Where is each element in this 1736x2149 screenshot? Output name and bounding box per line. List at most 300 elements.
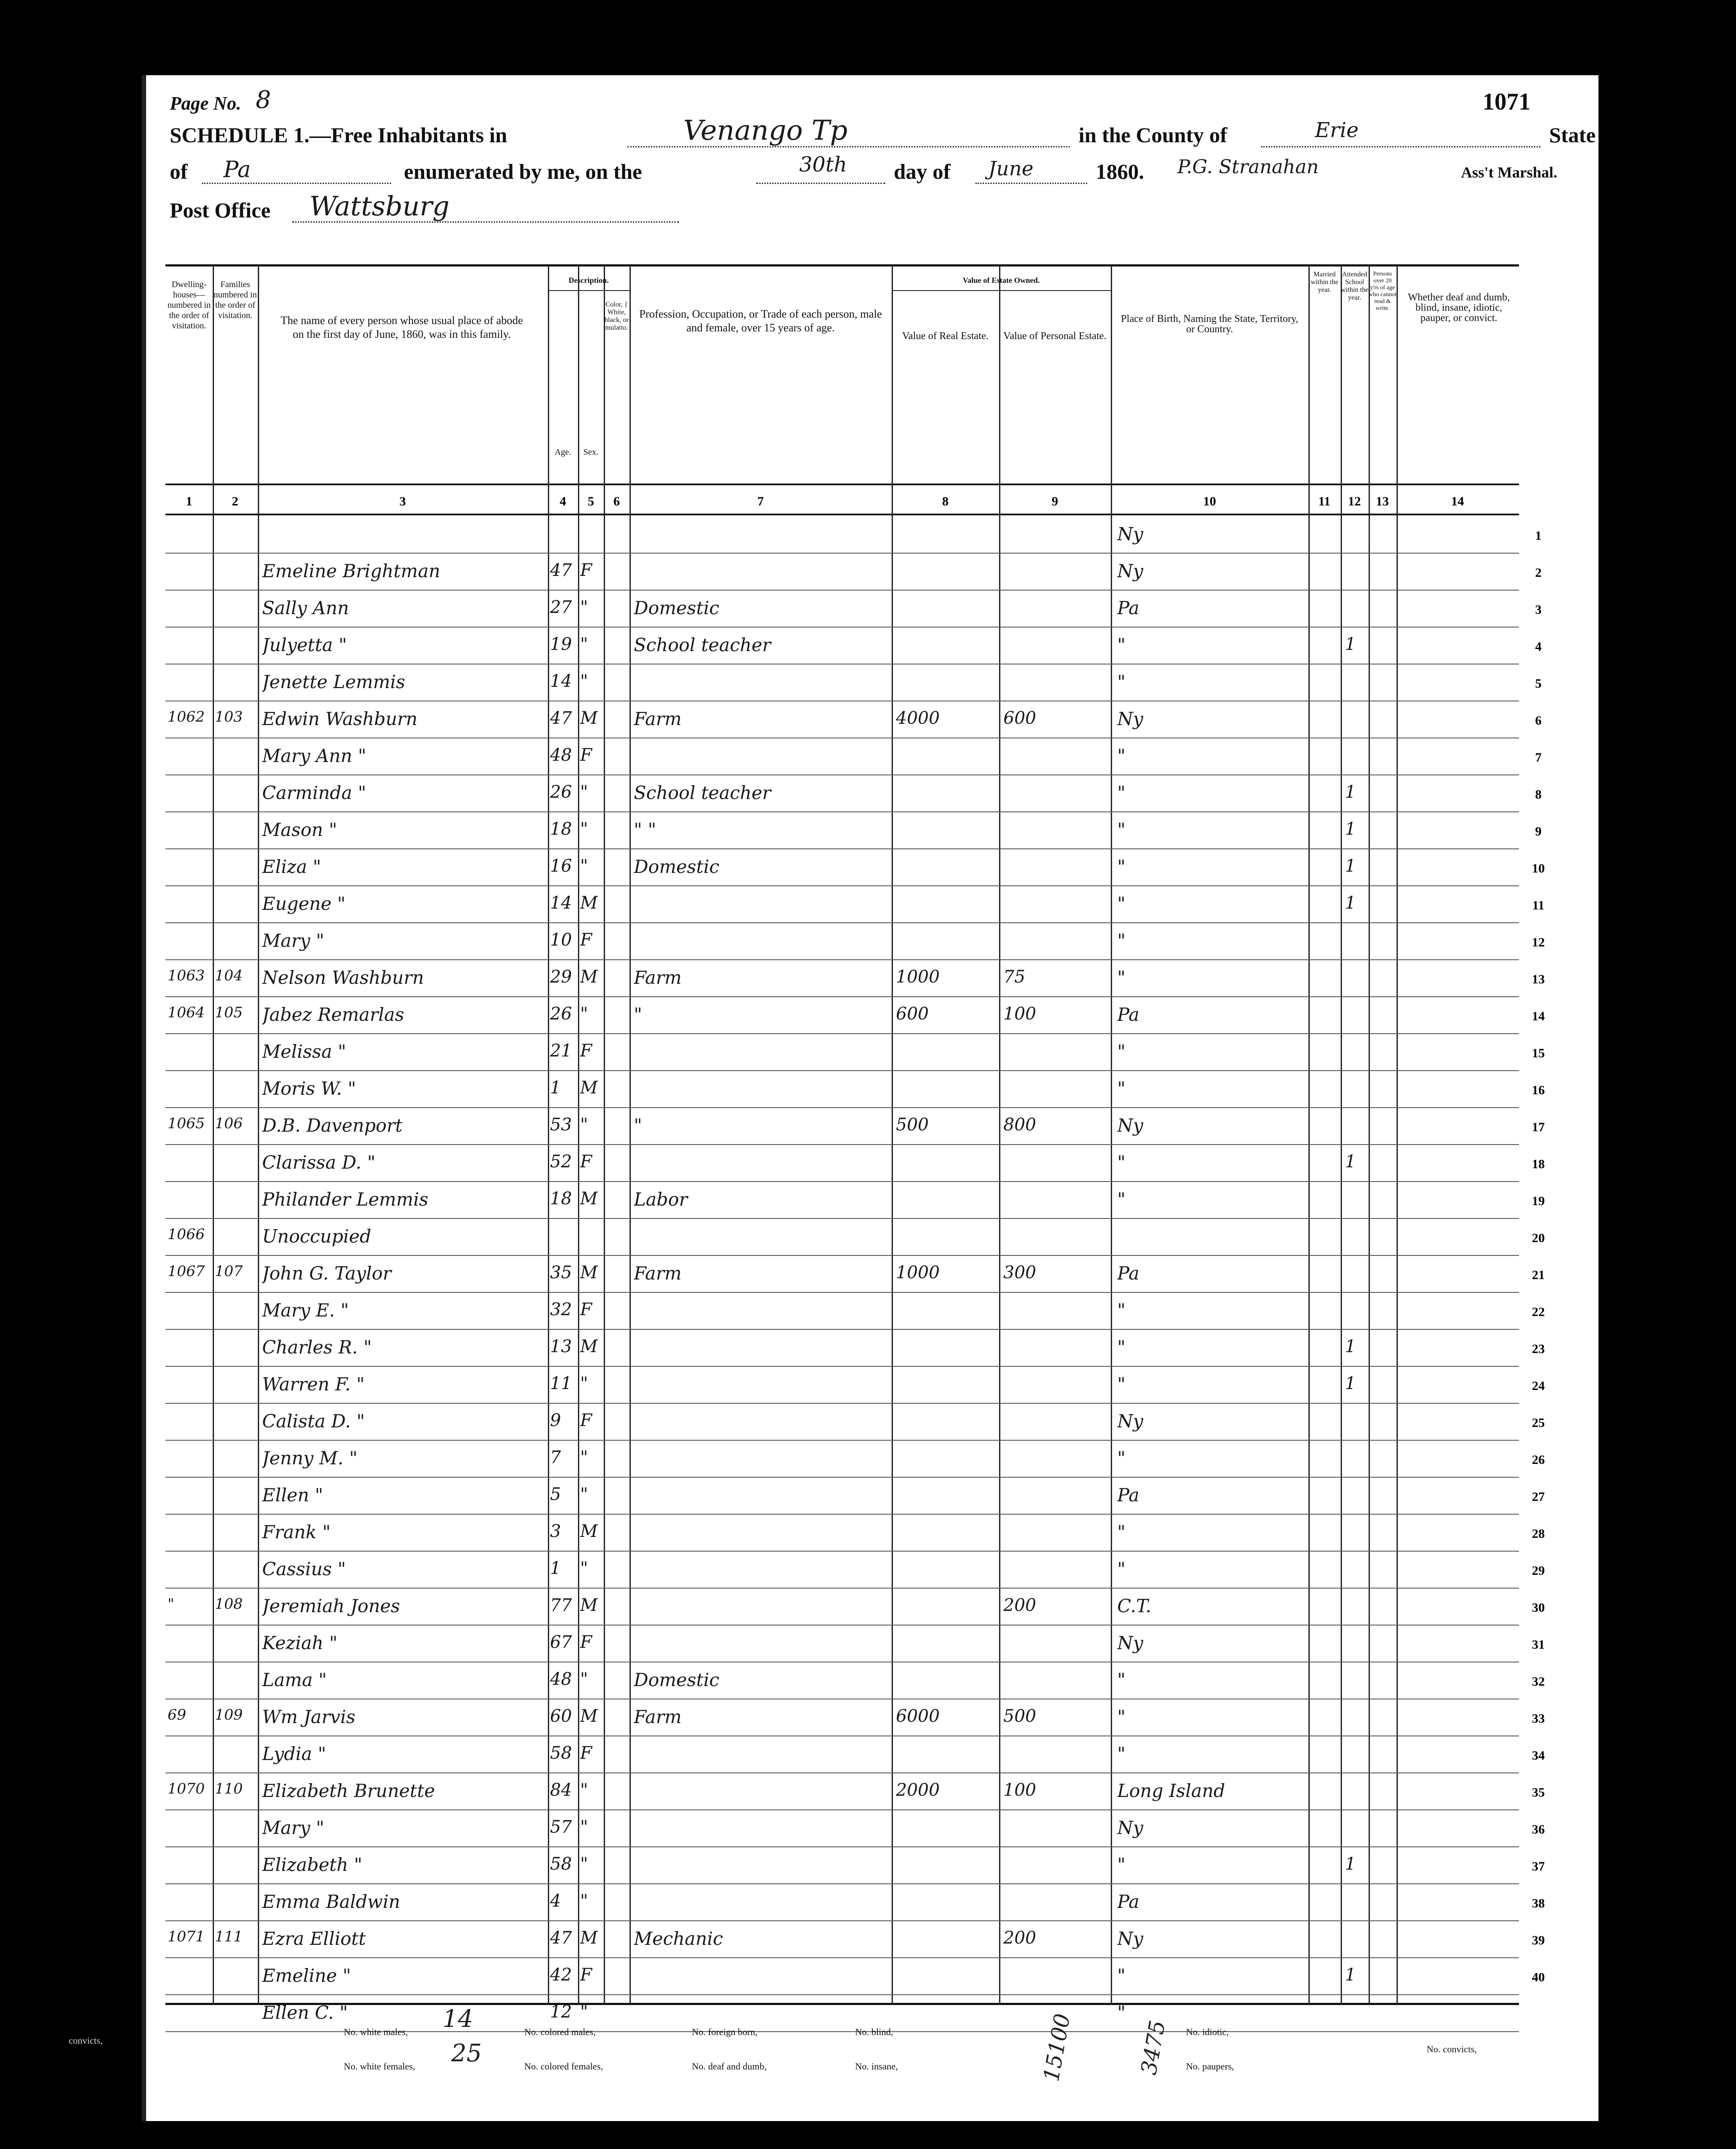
cell-occ: School teacher: [634, 634, 771, 655]
cell-sex: F: [580, 560, 592, 580]
cell-sex: ": [580, 1004, 588, 1024]
cell-age: 53: [550, 1115, 572, 1135]
cell-age: 47: [550, 1928, 572, 1948]
year-value: 1860.: [1096, 159, 1144, 184]
cell-sex: ": [580, 2002, 588, 2022]
cell-birth: Ny: [1117, 1411, 1143, 1432]
col-10-heading: Place of Birth, Naming the State, Territory, or Country.: [1121, 313, 1299, 335]
cell-age: 10: [550, 930, 572, 950]
cell-name: Keziah ": [262, 1632, 338, 1653]
footer-white-females: No. white females,: [344, 2061, 416, 2072]
col-rule: [548, 266, 549, 2003]
cell-name: Mason ": [262, 819, 337, 840]
cell-sex: M: [580, 967, 598, 987]
cell-fam: 104: [215, 967, 243, 984]
post-office-value: Wattsburg: [309, 190, 449, 222]
cell-sex: ": [580, 1374, 588, 1393]
cell-sch: 1: [1345, 819, 1356, 839]
cell-age: 19: [550, 634, 572, 654]
col-number: 10: [1203, 494, 1216, 508]
cell-occ: Farm: [634, 708, 682, 729]
row-rule: [165, 1218, 1519, 1219]
cell-birth: ": [1117, 1706, 1126, 1727]
col-8-heading: Value of Real Estate.: [902, 331, 989, 342]
cell-name: Moris W. ": [262, 1078, 356, 1099]
footer-colored-males: No. colored males,: [524, 2027, 596, 2037]
cell-age: 77: [550, 1595, 572, 1615]
footer-deaf-dumb: No. deaf and dumb,: [692, 2061, 767, 2072]
footer-blind: No. blind,: [855, 2027, 893, 2037]
line-number: 22: [1532, 1305, 1545, 1319]
row-rule: [165, 848, 1519, 849]
estate-rule: [892, 290, 1111, 291]
footer-personal-estate-total: 3475: [1136, 2018, 1171, 2077]
cell-age: 67: [550, 1632, 572, 1652]
col-number: 13: [1376, 494, 1389, 508]
col-5-heading: Sex.: [583, 447, 599, 457]
line-number: 17: [1532, 1120, 1545, 1134]
census-table: [165, 264, 1545, 2023]
col-rule: [213, 266, 214, 2003]
row-rule: [165, 1366, 1519, 1367]
col-4-heading: Age.: [554, 447, 572, 457]
page-label: Page No.: [170, 93, 241, 114]
col-number: 5: [587, 494, 594, 508]
cell-real: 2000: [896, 1780, 940, 1800]
cell-birth: ": [1117, 671, 1126, 692]
cell-age: 11: [550, 1374, 572, 1393]
cell-age: 52: [550, 1152, 572, 1172]
state-value: Pa: [223, 157, 251, 183]
row-rule: [165, 590, 1519, 591]
line-number: 34: [1532, 1748, 1545, 1763]
cell-pers: 300: [1003, 1263, 1036, 1283]
cell-birth: Ny: [1117, 708, 1143, 729]
cell-birth: Ny: [1117, 523, 1143, 545]
cell-name: D.B. Davenport: [262, 1115, 403, 1136]
cell-name: Clarissa D. ": [262, 1152, 376, 1173]
line-number: 19: [1532, 1194, 1545, 1208]
cell-age: 1: [550, 1558, 561, 1578]
line-number: 33: [1532, 1711, 1545, 1726]
cell-age: 7: [550, 1448, 561, 1467]
col-12-heading: Attended School within the year.: [1341, 271, 1369, 301]
cell-dw: 1070: [168, 1780, 205, 1797]
col-number: 4: [559, 494, 566, 508]
cell-name: Jeremiah Jones: [262, 1595, 400, 1616]
estate-heading: Value of Estate Owned.: [963, 276, 1040, 285]
cell-name: Jenette Lemmis: [262, 671, 405, 692]
cell-fam: 107: [215, 1263, 243, 1280]
cell-age: 42: [550, 1965, 572, 1985]
col-number: 14: [1451, 494, 1464, 508]
col-9-heading: Value of Personal Estate.: [1003, 331, 1106, 342]
line-number: 1: [1535, 529, 1542, 543]
cell-sex: ": [580, 856, 588, 876]
cell-sex: F: [580, 1965, 592, 1985]
col-rule: [630, 266, 631, 2003]
cell-pers: 600: [1003, 708, 1036, 728]
cell-occ: Farm: [634, 1706, 682, 1727]
line-number: 7: [1535, 750, 1542, 765]
cell-birth: ": [1117, 1337, 1126, 1358]
row-rule: [165, 1403, 1519, 1404]
line-number: 6: [1535, 713, 1542, 728]
footer-paupers: No. paupers,: [1186, 2061, 1234, 2072]
col-rule: [892, 266, 893, 2003]
cell-sch: 1: [1345, 1374, 1356, 1393]
cell-birth: ": [1117, 1078, 1126, 1099]
col-number: 1: [186, 494, 193, 508]
cell-sex: ": [580, 1448, 588, 1467]
cell-birth: Pa: [1117, 597, 1140, 618]
cell-sex: M: [580, 1337, 598, 1356]
row-rule: [165, 959, 1519, 960]
cell-birth: ": [1117, 1189, 1126, 1210]
cell-age: 14: [550, 671, 572, 691]
row-rule: [165, 1144, 1519, 1145]
cell-age: 58: [550, 1743, 572, 1763]
cell-sex: F: [580, 1300, 592, 1319]
cell-pers: 100: [1003, 1004, 1036, 1024]
line-number: 25: [1532, 1416, 1545, 1430]
cell-sex: M: [580, 1595, 598, 1615]
cell-birth: Long Island: [1117, 1780, 1226, 1801]
cell-birth: ": [1117, 1374, 1126, 1395]
row-rule: [165, 811, 1519, 812]
description-rule: [548, 290, 630, 291]
cell-name: Lama ": [262, 1669, 327, 1690]
cell-sch: 1: [1345, 856, 1356, 876]
line-number: 12: [1532, 935, 1545, 949]
page-number: 8: [256, 86, 271, 114]
row-rule: [165, 996, 1519, 997]
cell-sex: F: [580, 930, 592, 950]
line-number: 2: [1535, 566, 1542, 580]
cell-pers: 500: [1003, 1706, 1036, 1726]
cell-age: 21: [550, 1041, 572, 1061]
cell-sex: ": [580, 1891, 588, 1911]
cell-sch: 1: [1345, 893, 1356, 913]
footer-white-females-value: 25: [451, 2039, 482, 2067]
cell-name: Sally Ann: [262, 597, 349, 618]
cell-age: 47: [550, 560, 572, 580]
line-number: 13: [1532, 972, 1545, 986]
cell-name: Mary Ann ": [262, 745, 367, 766]
cell-fam: 106: [215, 1115, 243, 1132]
cell-sch: 1: [1345, 1965, 1356, 1985]
day-of-label: day of: [894, 159, 951, 184]
cell-age: 16: [550, 856, 572, 876]
row-rule: [165, 1588, 1519, 1589]
footer-insane: No. insane,: [855, 2061, 898, 2072]
cell-sex: F: [580, 1041, 592, 1061]
cell-birth: Ny: [1117, 560, 1143, 582]
cell-sex: ": [580, 597, 588, 617]
cell-age: 26: [550, 782, 572, 802]
header-rule: [165, 484, 1519, 485]
cell-sex: M: [580, 1521, 598, 1541]
col-rule: [258, 266, 259, 2003]
row-rule: [165, 1846, 1519, 1847]
col-rule: [604, 266, 605, 2003]
cell-name: Ellen ": [262, 1485, 324, 1506]
cell-occ: Farm: [634, 967, 682, 988]
cell-sex: ": [580, 634, 588, 654]
cell-occ: Mechanic: [634, 1928, 723, 1949]
line-number: 18: [1532, 1157, 1545, 1171]
cell-birth: ": [1117, 1743, 1126, 1764]
cell-sch: 1: [1345, 1152, 1356, 1172]
footer-idiotic: No. idiotic,: [1186, 2027, 1229, 2037]
cell-name: Wm Jarvis: [262, 1706, 356, 1727]
cell-birth: ": [1117, 1669, 1126, 1690]
col-number: 3: [399, 494, 406, 508]
row-rule: [165, 1255, 1519, 1256]
cell-name: Emeline Brightman: [262, 560, 440, 582]
county-value: Erie: [1315, 118, 1359, 142]
cell-age: 48: [550, 745, 572, 765]
cell-real: 4000: [896, 708, 940, 728]
cell-age: 4: [550, 1891, 561, 1911]
cell-dw: 1063: [168, 967, 205, 984]
census-page: [142, 75, 1598, 2121]
post-office-label: Post Office: [170, 198, 271, 222]
cell-name: Lydia ": [262, 1743, 326, 1764]
cell-birth: ": [1117, 1041, 1126, 1062]
row-rule: [165, 1551, 1519, 1552]
cell-birth: C.T.: [1117, 1595, 1152, 1616]
row-rule: [165, 1107, 1519, 1108]
line-number: 23: [1532, 1342, 1545, 1356]
cell-birth: ": [1117, 1854, 1126, 1875]
cell-name: Calista D. ": [262, 1411, 365, 1432]
cell-age: 3: [550, 1521, 561, 1541]
cell-dw: 69: [168, 1706, 186, 1723]
col-rule: [1111, 266, 1112, 2003]
cell-sex: ": [580, 671, 588, 691]
cell-name: John G. Taylor: [262, 1263, 391, 1284]
cell-birth: ": [1117, 819, 1126, 840]
col-1-heading: Dwelling-houses— numbered in the order of visitation.: [167, 280, 211, 331]
row-rule: [165, 627, 1519, 628]
cell-sch: 1: [1345, 1337, 1356, 1356]
row-rule: [165, 1809, 1519, 1810]
cell-birth: Pa: [1117, 1485, 1140, 1506]
cell-birth: ": [1117, 856, 1126, 877]
cell-name: Emeline ": [262, 1965, 351, 1986]
row-rule: [165, 922, 1519, 923]
col-rule: [999, 266, 1000, 2003]
county-line: [1261, 146, 1540, 147]
line-number: 27: [1532, 1490, 1545, 1504]
cell-name: Carminda ": [262, 782, 367, 803]
row-rule: [165, 1440, 1519, 1441]
cell-sex: ": [580, 819, 588, 839]
footer-real-estate-total: 15100: [1039, 2011, 1075, 2084]
line-number: 14: [1532, 1009, 1545, 1023]
cell-pers: 200: [1003, 1928, 1036, 1948]
row-rule: [165, 774, 1519, 775]
line-number: 32: [1532, 1675, 1545, 1689]
line-number: 37: [1532, 1859, 1545, 1873]
cell-birth: ": [1117, 1300, 1126, 1321]
cell-sex: ": [580, 1817, 588, 1837]
cell-name: Ezra Elliott: [262, 1928, 366, 1949]
schedule-title: SCHEDULE 1.—Free Inhabitants in: [170, 123, 507, 147]
cell-sex: M: [580, 1706, 598, 1726]
cell-occ: Labor: [634, 1189, 688, 1210]
row-rule: [165, 1772, 1519, 1773]
cell-sex: M: [580, 1928, 598, 1948]
header-rule: [165, 514, 1519, 515]
month-line: [975, 183, 1087, 184]
col-number: 12: [1348, 494, 1361, 508]
cell-real: 1000: [896, 967, 940, 987]
cell-sex: ": [580, 1780, 588, 1800]
cell-sex: M: [580, 1263, 598, 1283]
line-number: 30: [1532, 1601, 1545, 1615]
line-number: 35: [1532, 1785, 1545, 1800]
col-number: 6: [613, 494, 620, 508]
line-number: 10: [1532, 861, 1545, 876]
col-number: 8: [942, 494, 949, 508]
col-rule: [1308, 266, 1310, 2003]
row-rule: [165, 1920, 1519, 1921]
cell-fam: 108: [215, 1595, 243, 1613]
cell-birth: ": [1117, 967, 1126, 988]
cell-sex: M: [580, 1078, 598, 1098]
cell-name: Julyetta ": [262, 634, 347, 655]
cell-real: 500: [896, 1115, 929, 1135]
line-number: 3: [1535, 603, 1542, 617]
enumerated-label: enumerated by me, on the: [404, 159, 642, 184]
cell-pers: 800: [1003, 1115, 1036, 1135]
cell-dw: 1062: [168, 708, 205, 726]
cell-name: Charles R. ": [262, 1337, 372, 1358]
stamp-number: 1071: [1482, 89, 1531, 115]
cell-sex: F: [580, 1743, 592, 1763]
line-number: 31: [1532, 1638, 1545, 1652]
cell-birth: Ny: [1117, 1817, 1143, 1838]
county-label: in the County of: [1079, 123, 1227, 147]
row-rule: [165, 1514, 1519, 1515]
cell-name: Eugene ": [262, 893, 346, 914]
col-7-heading: Profession, Occupation, or Trade of each person, male and female, over 15 years of age.: [639, 308, 882, 334]
line-number: 9: [1535, 824, 1542, 839]
cell-sex: M: [580, 1189, 598, 1209]
footer-white-males: No. white males,: [344, 2027, 408, 2037]
cell-sex: F: [580, 1152, 592, 1172]
cell-sch: 1: [1345, 782, 1356, 802]
cell-name: Frank ": [262, 1521, 331, 1543]
footer-colored-females: No. colored females,: [524, 2061, 603, 2072]
cell-name: Mary ": [262, 1817, 324, 1838]
row-rule: [165, 553, 1519, 554]
cell-occ: School teacher: [634, 782, 771, 803]
cell-age: 47: [550, 708, 572, 728]
line-number: 15: [1532, 1046, 1545, 1060]
col-11-heading: Married within the year.: [1311, 271, 1339, 294]
previous-page-strip: [0, 0, 142, 2149]
cell-fam: 103: [215, 708, 243, 726]
state-line: [202, 183, 391, 184]
line-number: 26: [1532, 1453, 1545, 1467]
cell-sex: F: [580, 745, 592, 765]
cell-birth: ": [1117, 1558, 1126, 1580]
cell-name: Emma Baldwin: [262, 1891, 400, 1912]
line-number: 5: [1535, 677, 1542, 691]
line-number: 16: [1532, 1083, 1545, 1097]
cell-birth: ": [1117, 782, 1126, 803]
cell-occ: Domestic: [634, 856, 720, 877]
cell-birth: Ny: [1117, 1928, 1143, 1949]
cell-age: 27: [550, 597, 572, 617]
cell-age: 13: [550, 1337, 572, 1356]
cell-birth: ": [1117, 1152, 1126, 1173]
line-number: 29: [1532, 1564, 1545, 1578]
cell-birth: ": [1117, 893, 1126, 914]
line-number: 38: [1532, 1896, 1545, 1910]
cell-sex: ": [580, 1669, 588, 1689]
line-number: 39: [1532, 1933, 1545, 1947]
cell-occ: ": [634, 1115, 642, 1136]
cell-age: 18: [550, 1189, 572, 1209]
cell-birth: ": [1117, 2002, 1126, 2023]
cell-fam: 110: [215, 1780, 243, 1797]
col-number: 9: [1051, 494, 1058, 508]
col-rule: [1341, 266, 1342, 2003]
cell-birth: Pa: [1117, 1004, 1140, 1025]
cell-real: 1000: [896, 1263, 940, 1283]
of-label: of: [170, 159, 188, 184]
row-rule: [165, 1181, 1519, 1182]
cell-sex: ": [580, 1485, 588, 1504]
township-value: Venango Tp: [683, 115, 848, 147]
cell-name: Jenny M. ": [262, 1448, 358, 1469]
cell-name: Mary ": [262, 930, 324, 951]
cell-name: Philander Lemmis: [262, 1189, 428, 1210]
cell-age: 26: [550, 1004, 572, 1024]
cell-pers: 75: [1003, 967, 1025, 987]
line-number: 11: [1532, 898, 1545, 912]
left-margin-convicts: convicts,: [69, 2035, 103, 2046]
cell-name: Elizabeth Brunette: [262, 1780, 435, 1801]
cell-occ: Domestic: [634, 597, 720, 618]
cell-age: 14: [550, 893, 572, 913]
cell-age: 32: [550, 1300, 572, 1319]
row-rule: [165, 1329, 1519, 1330]
cell-sex: ": [580, 1115, 588, 1135]
row-rule: [165, 1957, 1519, 1958]
row-rule: [165, 1994, 1519, 1995]
line-number: 40: [1532, 1970, 1545, 1984]
cell-birth: ": [1117, 1965, 1126, 1986]
cell-name: Cassius ": [262, 1558, 346, 1580]
row-rule: [165, 1033, 1519, 1034]
cell-sex: F: [580, 1632, 592, 1652]
cell-birth: Pa: [1117, 1891, 1140, 1912]
cell-birth: ": [1117, 1521, 1126, 1543]
month-value: June: [988, 157, 1033, 180]
cell-name: Warren F. ": [262, 1374, 365, 1395]
cell-name: Jabez Remarlas: [262, 1004, 404, 1025]
col-6-heading: Color, { White, black, or mulatto.: [605, 301, 629, 331]
cell-dw: 1064: [168, 1004, 205, 1021]
row-rule: [165, 1292, 1519, 1293]
col-rule: [1369, 266, 1370, 2003]
cell-occ: ": [634, 1004, 642, 1025]
